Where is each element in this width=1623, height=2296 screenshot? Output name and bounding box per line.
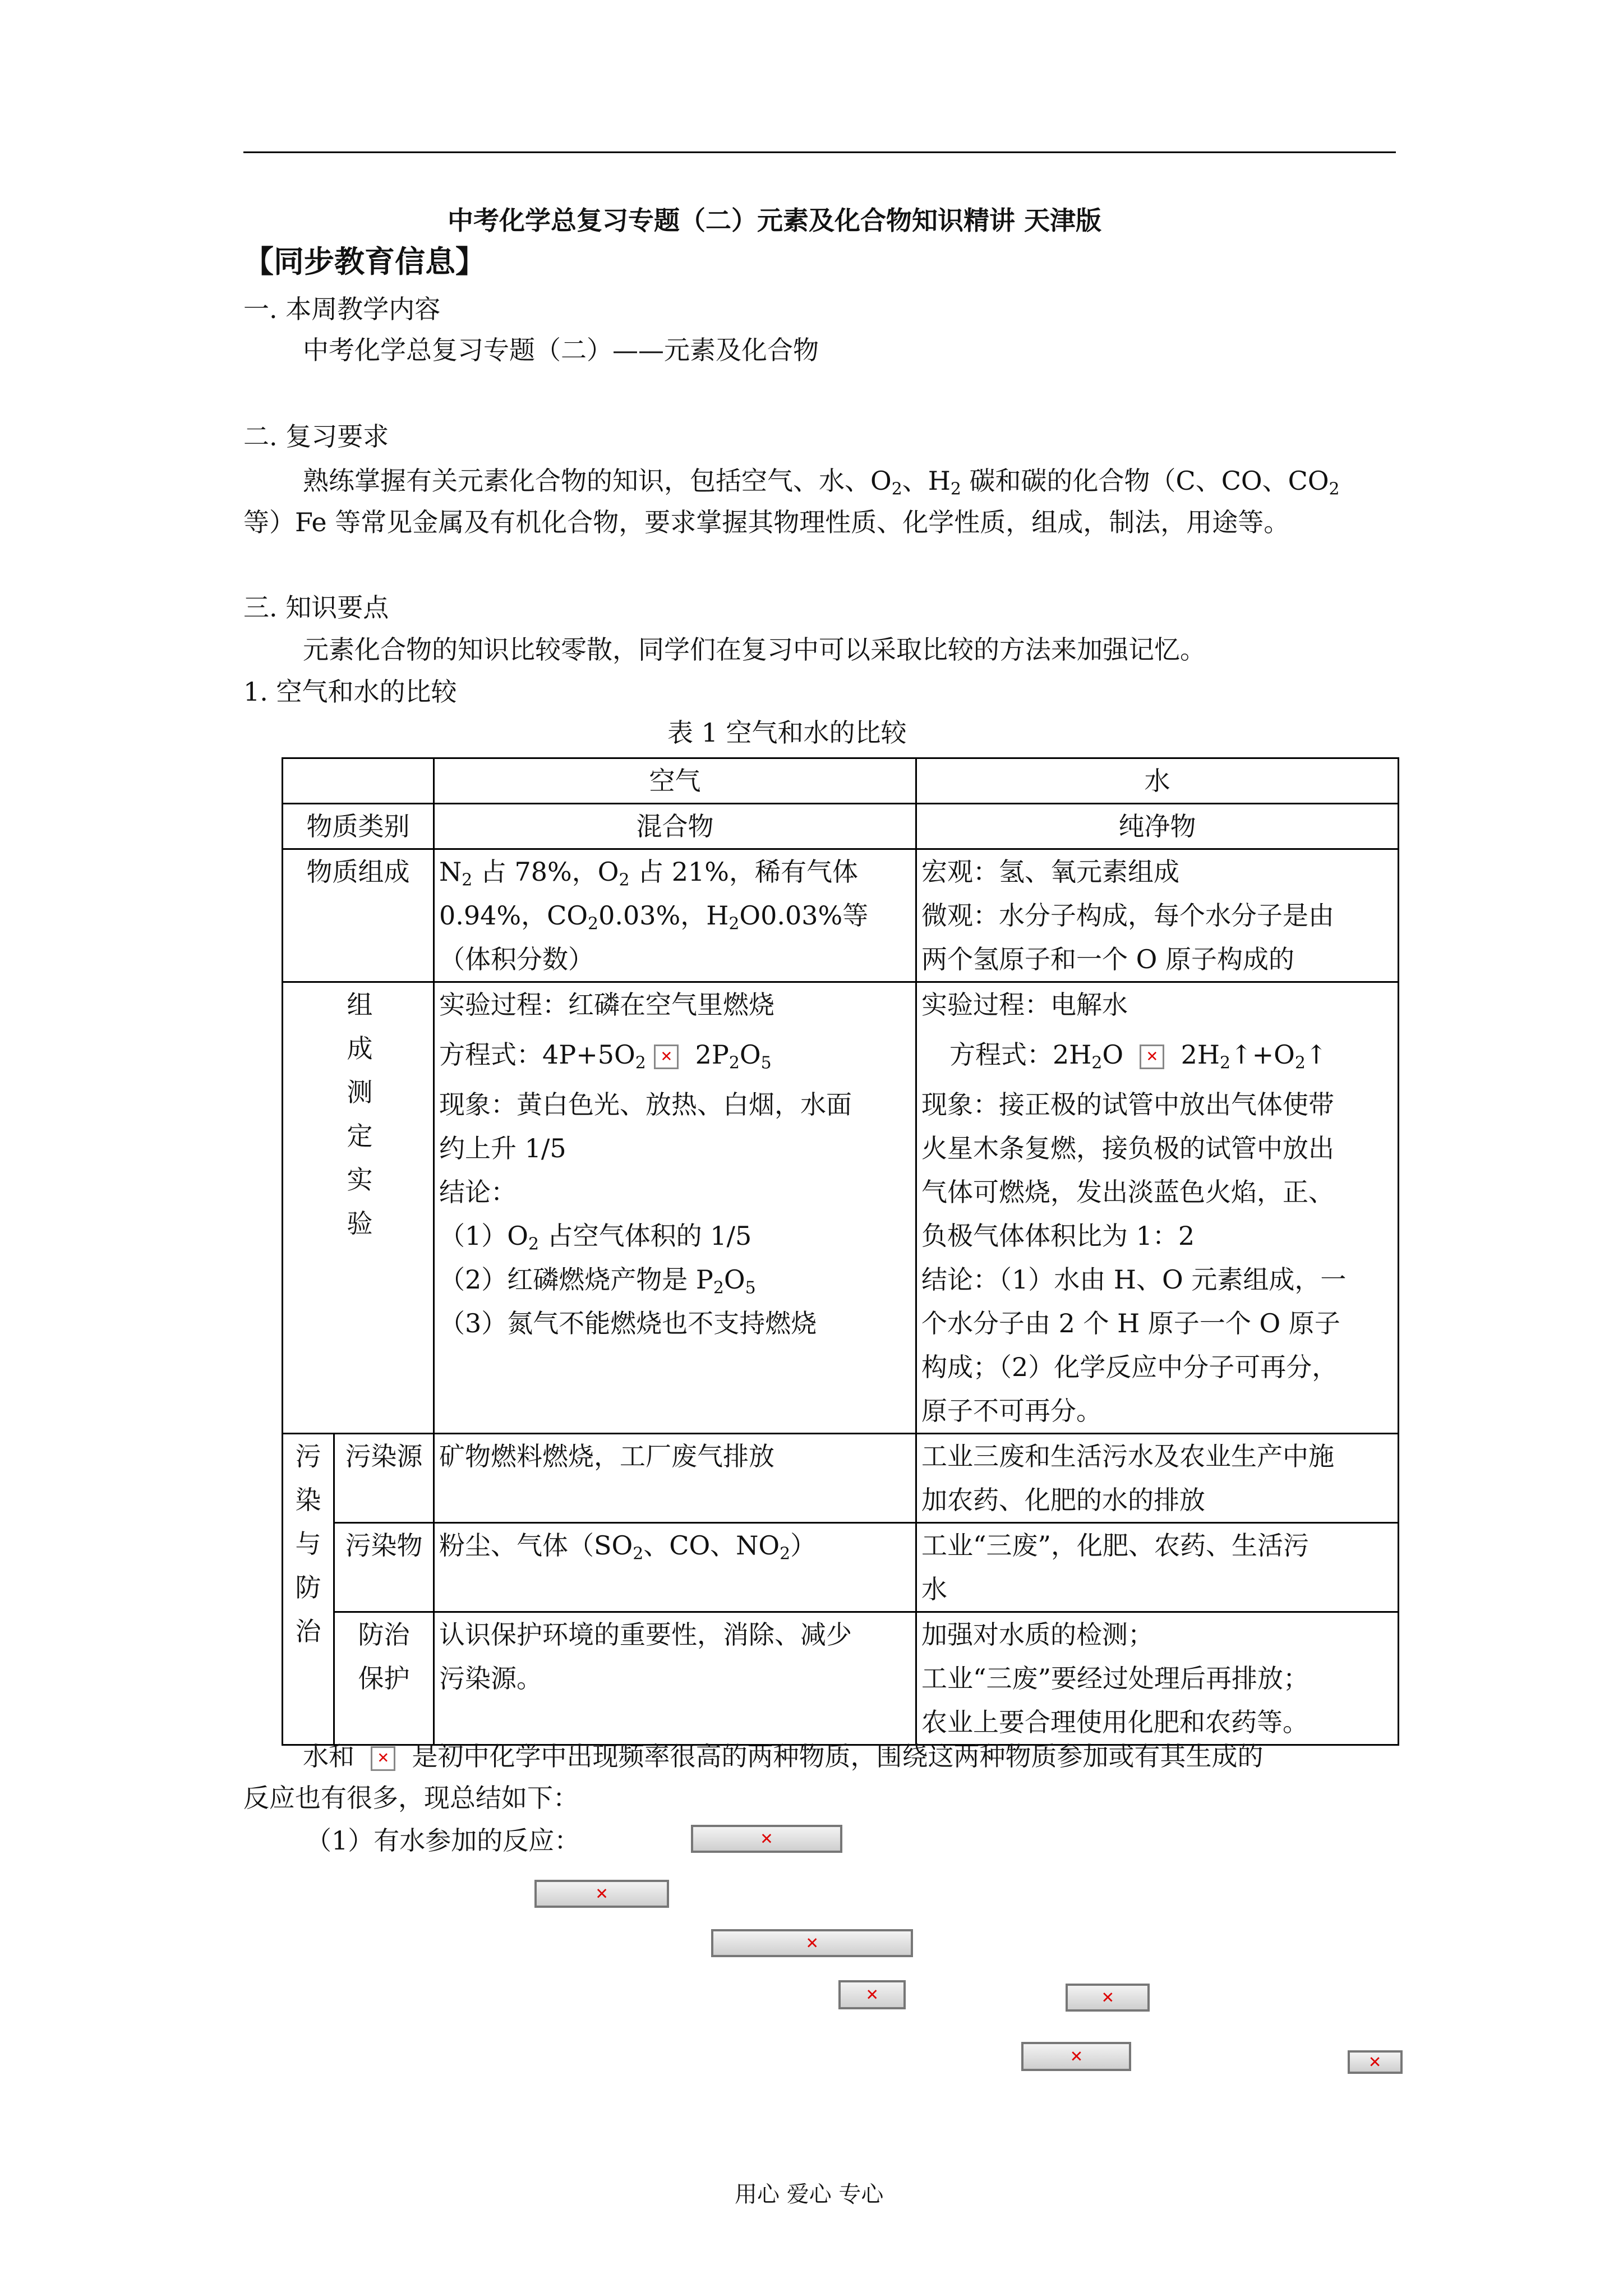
reaction-arrow-image xyxy=(1140,1045,1164,1069)
table-row xyxy=(283,849,1399,982)
equation-image xyxy=(1066,1984,1150,2012)
equation-image xyxy=(838,1980,906,2009)
cell-water-pollutant: 工业“三废”，化肥、农药、生活污 水 xyxy=(916,1523,1399,1612)
equation-image xyxy=(691,1825,842,1853)
cell-water-type: 纯净物 xyxy=(916,804,1399,849)
row-label-experiment: 组成测定实验 xyxy=(283,982,434,1434)
cell-air-source: 矿物燃料燃烧，工厂废气排放 xyxy=(434,1434,916,1523)
table-row xyxy=(283,1612,1399,1745)
table-header-row xyxy=(283,758,1399,804)
reaction-arrow-image xyxy=(654,1045,679,1069)
table-row xyxy=(283,1523,1399,1612)
row-label-pollutant: 污染物 xyxy=(334,1523,434,1612)
part3-intro: 元素化合物的知识比较零散，同学们在复习中可以采取比较的方法来加强记忆。 xyxy=(303,634,1206,665)
part2-line2: 等）Fe 等常见金属及有机化合物，要求掌握其物理性质、化学性质，组成，制法，用途等。 xyxy=(243,507,1290,537)
table-row xyxy=(283,804,1399,849)
part2-heading: 二. 复习要求 xyxy=(243,421,389,452)
cell-air-pollutant: 粉尘、气体（$SO_2$、CO、$NO_2$） xyxy=(434,1523,916,1612)
empty-corner-cell xyxy=(283,758,434,804)
row-label-source: 污染源 xyxy=(334,1434,434,1523)
part2-line1: 熟练掌握有关元素化合物的知识，包括空气、水、$O_2$、$H_2$ 碳和碳的化合物（C、CO、$CO_2$ xyxy=(303,466,1340,499)
cell-water-protection: 加强对水质的检测； 工业“三废”要经过处理后再排放； 农业上要合理使用化肥和农药等。 xyxy=(916,1612,1399,1745)
header-air: 空气 xyxy=(434,758,916,804)
section-tag: 【同步教育信息】 xyxy=(243,243,486,279)
page-footer: 用心 爱心 专心 xyxy=(735,2182,884,2207)
equation-image xyxy=(534,1880,669,1908)
equation-image xyxy=(1021,2042,1131,2071)
equation-image xyxy=(1348,2050,1403,2074)
row-label-composition: 物质组成 xyxy=(283,849,434,982)
comparison-table xyxy=(282,757,1399,1746)
cell-water-experiment: 实验过程：电解水 方程式：$2H_2O$ ✕ $2H_2↑+O_2↑$ 现象：接正极的试管中放出气体使带 火星木条复燃，接负极的试管中放出 气体可燃烧，发出淡蓝色火焰，正、 负极气体体积比为 1：2 结论：（1）水由 H、O 元素组成，一 个水分子由 2 个 H 原子一个 O 原子 构成；（2）化学反应中分子可再分， 原子不可再分。 xyxy=(916,982,1399,1434)
row-label-protection: 防治 保护 xyxy=(334,1612,434,1745)
row-group-pollution: 污染与防治 xyxy=(283,1434,334,1745)
table-caption: 表 1 空气和水的比较 xyxy=(667,717,907,748)
document-title: 中考化学总复习专题（二）元素及化合物知识精讲 天津版 xyxy=(448,205,1102,236)
part1-content: 中考化学总复习专题（二）——元素及化合物 xyxy=(303,335,819,365)
cell-air-type: 混合物 xyxy=(434,804,916,849)
after-line2: 反应也有很多，现总结如下： xyxy=(243,1783,579,1813)
part3-item1: 1. 空气和水的比较 xyxy=(243,677,457,707)
row-label-type: 物质类别 xyxy=(283,804,434,849)
part3-heading: 三. 知识要点 xyxy=(243,592,389,623)
cell-air-protection: 认识保护环境的重要性，消除、减少 污染源。 xyxy=(434,1612,916,1745)
part1-heading: 一. 本周教学内容 xyxy=(243,294,441,324)
table-row xyxy=(283,1434,1399,1523)
cell-water-composition: 宏观：氢、氧元素组成 微观：水分子构成，每个水分子是由 两个氢原子和一个 O 原子构成的 xyxy=(916,849,1399,982)
equation-image xyxy=(711,1929,913,1957)
formula-image xyxy=(371,1746,395,1771)
after-line1: 水和 ✕ 是初中化学中出现频率很高的两种物质，围绕这两种物质参加或有其生成的 xyxy=(303,1739,1264,1774)
header-rule xyxy=(243,151,1396,153)
after-line3: （1）有水参加的反应： xyxy=(306,1825,580,1856)
table-row xyxy=(283,982,1399,1434)
cell-air-composition: $N_2$ 占 78%，$O_2$ 占 21%，稀有气体 0.94%，$CO_20.03\%$，$H_2O0.03\%$等 （体积分数） xyxy=(434,849,916,982)
cell-water-source: 工业三废和生活污水及农业生产中施 加农药、化肥的水的排放 xyxy=(916,1434,1399,1523)
cell-air-experiment: 实验过程：红磷在空气里燃烧 方程式：$4P+5O_2$ ✕ $2P_2O_5$ 现象：黄白色光、放热、白烟，水面 约上升 1/5 结论： $(1)O_2$ 占空气体积的 1/5 （2）红磷燃烧产物是 $P_2O_5$ （3）氮气不能燃烧也不支持燃烧 xyxy=(434,982,916,1434)
header-water: 水 xyxy=(916,758,1399,804)
